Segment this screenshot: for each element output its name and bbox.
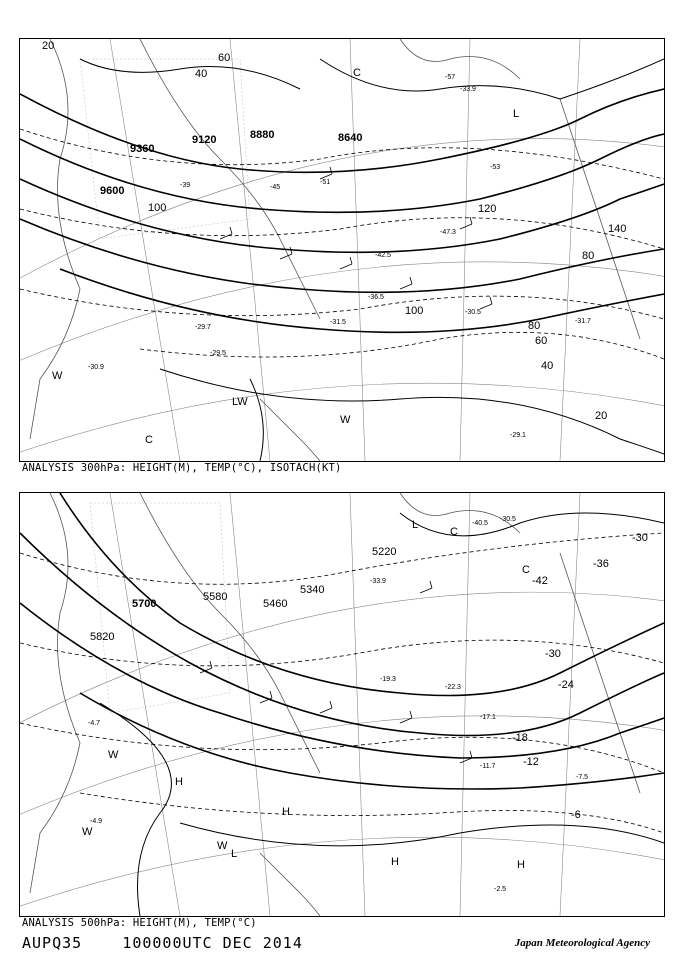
isotach-label: 60 bbox=[535, 335, 548, 347]
isotach-label: 40 bbox=[541, 360, 554, 372]
chart-500hpa bbox=[19, 492, 665, 917]
height-label: 8640 bbox=[338, 132, 363, 144]
coastline-300 bbox=[30, 39, 640, 461]
center-symbol: L bbox=[231, 848, 238, 860]
obs-label: -40.5 bbox=[472, 520, 488, 527]
height-contours-500 bbox=[20, 493, 664, 789]
caption-500hpa: ANALYSIS 500hPa: HEIGHT(M), TEMP(°C) bbox=[22, 917, 257, 929]
center-symbol: W bbox=[340, 414, 351, 426]
center-symbol: H bbox=[282, 806, 290, 818]
chart-id-and-time bbox=[22, 934, 303, 952]
temp-label: -18 bbox=[512, 732, 528, 744]
temp-label: -12 bbox=[523, 756, 539, 768]
center-symbol: LW bbox=[232, 396, 248, 408]
chart-500hpa-map bbox=[20, 493, 664, 916]
temp-label: -45 bbox=[270, 184, 281, 191]
temp-label: -30.9 bbox=[88, 364, 104, 371]
obs-label: -2.5 bbox=[494, 886, 507, 893]
temp-label: -36.5 bbox=[368, 294, 384, 301]
temp-label: -42 bbox=[532, 575, 548, 587]
temp-label: -29.7 bbox=[195, 324, 211, 331]
center-symbol: H bbox=[175, 776, 183, 788]
temp-label: -51 bbox=[320, 179, 331, 186]
isotach-label: 40 bbox=[195, 68, 208, 80]
center-symbol: W bbox=[217, 840, 228, 852]
isotach-label: 120 bbox=[478, 203, 497, 215]
center-symbol: H bbox=[517, 859, 525, 871]
temp-contours-500 bbox=[100, 513, 664, 916]
height-label: 9120 bbox=[192, 134, 217, 146]
chart-300hpa bbox=[19, 38, 665, 462]
isotach-label: 60 bbox=[218, 52, 231, 64]
graticule-300 bbox=[20, 39, 664, 461]
isotach-label: 100 bbox=[148, 202, 167, 214]
obs-label: -17.1 bbox=[480, 714, 496, 721]
obs-label: -4.7 bbox=[88, 720, 101, 727]
obs-label: -22.3 bbox=[445, 684, 461, 691]
temp-label: -29.1 bbox=[510, 432, 526, 439]
obs-label: -30.5 bbox=[500, 516, 516, 523]
height-label: 9600 bbox=[100, 185, 125, 197]
center-symbol: W bbox=[52, 370, 63, 382]
chart-code: AUPQ35 bbox=[22, 934, 83, 952]
obs-label: -33.9 bbox=[370, 578, 386, 585]
center-symbol: H bbox=[391, 856, 399, 868]
height-label: 5820 bbox=[90, 631, 115, 643]
graticule-500 bbox=[20, 493, 664, 916]
height-label: 9360 bbox=[130, 143, 155, 155]
center-symbol: C bbox=[353, 67, 361, 79]
height-label: 5220 bbox=[372, 546, 397, 558]
temp-label: -36 bbox=[593, 558, 609, 570]
temp-label: -29.5 bbox=[210, 350, 226, 357]
obs-label: -7.5 bbox=[576, 774, 589, 781]
center-symbol: W bbox=[108, 749, 119, 761]
center-symbol: C bbox=[145, 434, 153, 446]
chart-300hpa-map bbox=[20, 39, 664, 461]
obs-label: -19.3 bbox=[380, 676, 396, 683]
height-label: 5700 bbox=[132, 598, 157, 610]
height-contours-300 bbox=[20, 89, 664, 332]
chart-datetime: 100000UTC DEC 2014 bbox=[122, 934, 303, 952]
isotach-label: 80 bbox=[582, 250, 595, 262]
isotach-label: 140 bbox=[608, 223, 627, 235]
caption-300hpa: ANALYSIS 300hPa: HEIGHT(M), TEMP(°C), ISOTACH(KT) bbox=[22, 462, 342, 474]
temp-label: -24 bbox=[558, 679, 574, 691]
isotach-label: 20 bbox=[42, 40, 55, 52]
height-label: 5340 bbox=[300, 584, 325, 596]
temp-label: -6 bbox=[571, 809, 581, 821]
temp-label: -57 bbox=[445, 74, 456, 81]
temp-label: -47.3 bbox=[440, 229, 456, 236]
coastline-500 bbox=[30, 493, 640, 916]
height-label: 5580 bbox=[203, 591, 228, 603]
height-label: 8880 bbox=[250, 129, 275, 141]
isotach-label: 20 bbox=[595, 410, 608, 422]
height-label: 5460 bbox=[263, 598, 288, 610]
center-symbol: L bbox=[513, 108, 520, 120]
isotach-label: 100 bbox=[405, 305, 424, 317]
obs-label: -11.7 bbox=[480, 763, 496, 770]
center-symbol: W bbox=[82, 826, 93, 838]
temp-label: -42.5 bbox=[375, 252, 391, 259]
center-symbol: C bbox=[450, 526, 458, 538]
temp-label: -30 bbox=[632, 532, 648, 544]
temp-label: -31.5 bbox=[330, 319, 346, 326]
center-symbol: L bbox=[412, 519, 419, 531]
temp-label: -53 bbox=[490, 164, 501, 171]
wind-barbs-300 bbox=[220, 167, 492, 309]
temp-label: -33.9 bbox=[460, 86, 476, 93]
agency-name: Japan Meteorological Agency bbox=[514, 937, 650, 949]
temp-label: -39 bbox=[180, 182, 191, 189]
center-symbol: C bbox=[522, 564, 530, 576]
temp-label: -30.5 bbox=[465, 309, 481, 316]
isotach-label: 80 bbox=[528, 320, 541, 332]
temp-label: -30 bbox=[545, 648, 561, 660]
temp-label: -31.7 bbox=[575, 318, 591, 325]
obs-label: -4.9 bbox=[90, 818, 103, 825]
